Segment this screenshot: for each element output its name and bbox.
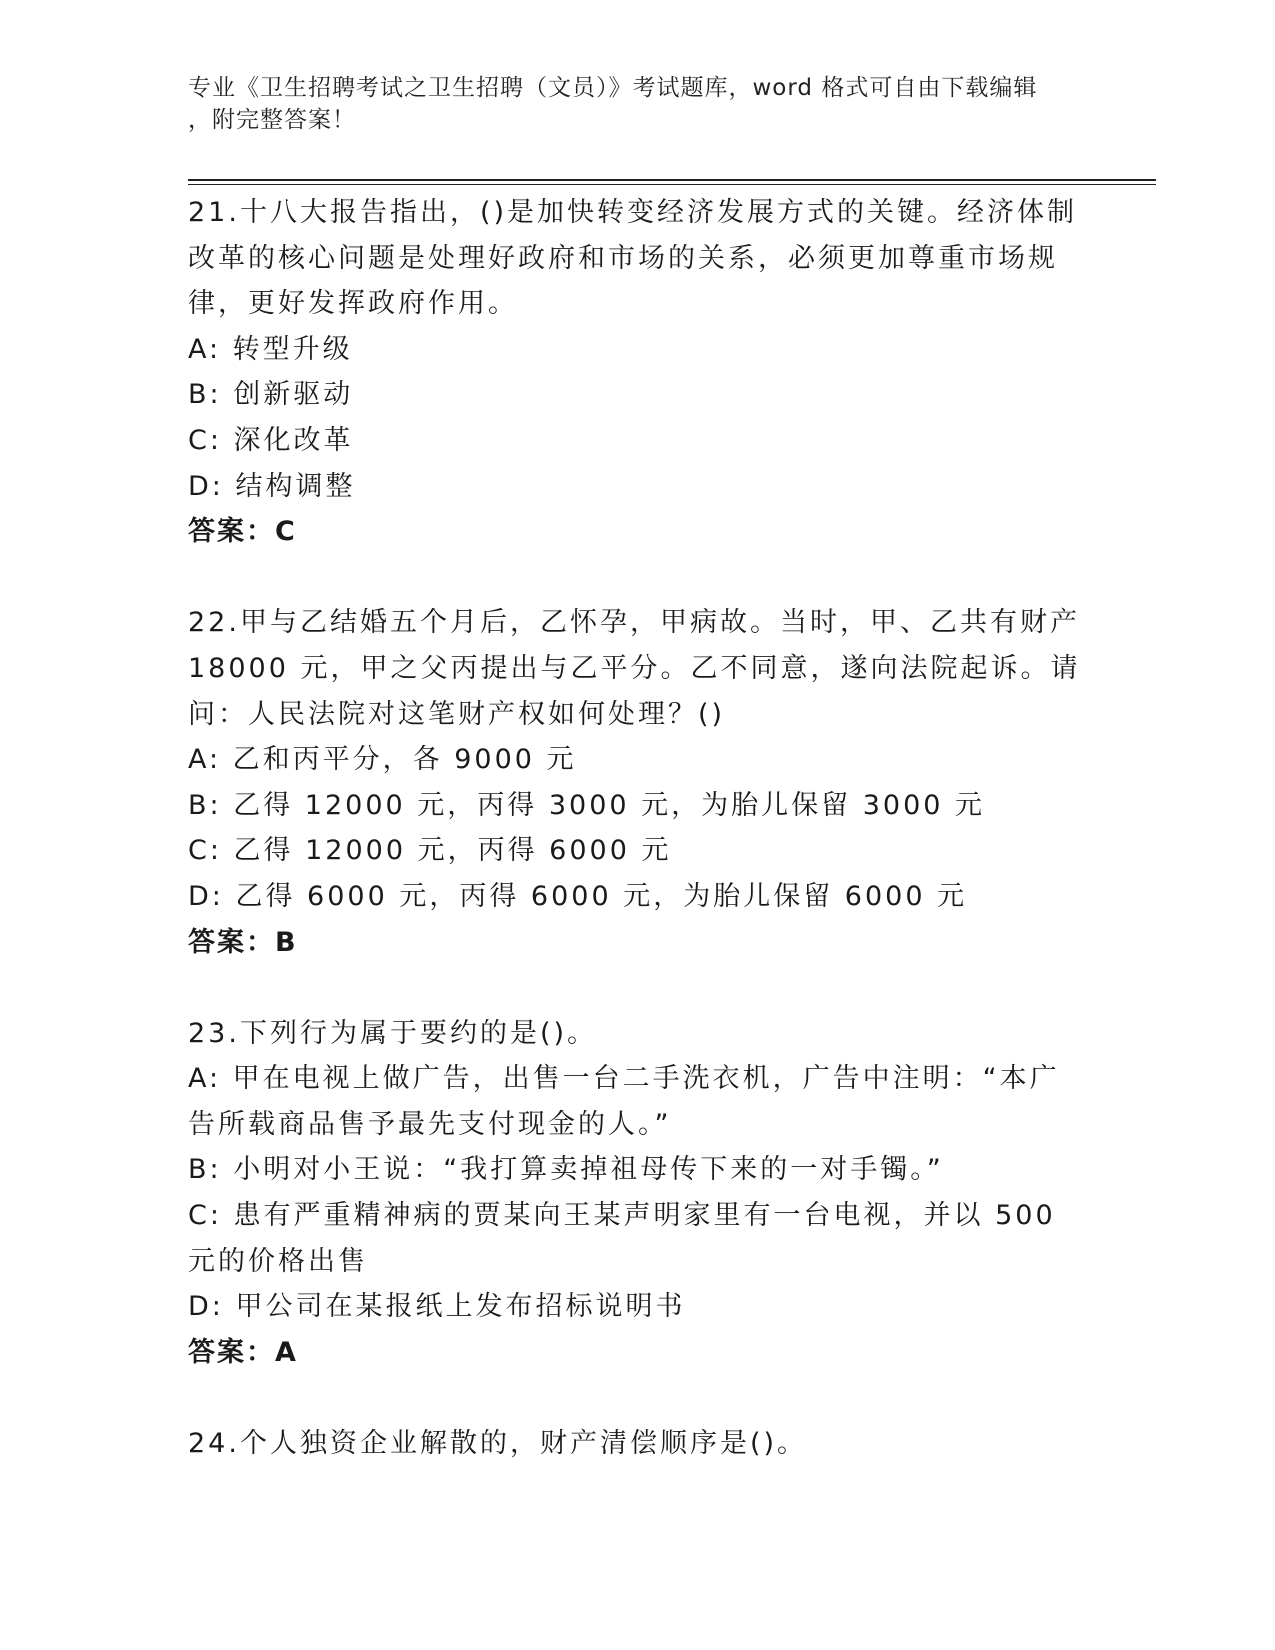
option-d: D: 甲公司在某报纸上发布招标说明书 xyxy=(188,1291,686,1323)
question-stem: 22.甲与乙结婚五个月后，乙怀孕，甲病故。当时，甲、乙共有财产 18000 元，甲之父丙提出与乙平分。乙不同意，遂向法院起诉。请问：人民法院对这笔财产权如何处理？() xyxy=(188,607,1081,730)
option-b: B: 小明对小王说：“我打算卖掉祖母传下来的一对手镯。” xyxy=(188,1154,944,1186)
option-d: D: 乙得 6000 元，丙得 6000 元，为胎儿保留 6000 元 xyxy=(188,880,968,912)
option-c: C: 深化改革 xyxy=(188,424,354,456)
header-divider-thin xyxy=(188,184,1156,185)
option-a: A: 乙和丙平分，各 9000 元 xyxy=(188,744,577,776)
option-c: C: 乙得 12000 元，丙得 6000 元 xyxy=(188,835,672,867)
answer-label: 答案：A xyxy=(188,1336,298,1368)
header-line-1: 专业《卫生招聘考试之卫生招聘（文员）》考试题库，word 格式可自由下载编辑 xyxy=(188,75,1038,101)
question-21 xyxy=(188,190,1088,555)
option-b: B: 创新驱动 xyxy=(188,379,354,411)
header-line-2: ，附完整答案！ xyxy=(188,107,356,133)
option-c: C: 患有严重精神病的贾某向王某声明家里有一台电视，并以 500 元的价格出售 xyxy=(188,1200,1056,1277)
header-divider-thick xyxy=(188,179,1156,181)
question-stem: 24.个人独资企业解散的，财产清偿顺序是()。 xyxy=(188,1428,808,1460)
answer-label: 答案：B xyxy=(188,926,298,958)
question-23 xyxy=(188,1011,1088,1376)
page-header xyxy=(188,72,1078,136)
option-a: A: 甲在电视上做广告，出售一台二手洗衣机，广告中注明：“本广告所载商品售予最先支付现金的人。” xyxy=(188,1063,1060,1140)
option-a: A: 转型升级 xyxy=(188,333,353,365)
question-stem: 21.十八大报告指出，()是加快转变经济发展方式的关键。经济体制改革的核心问题是处理好政府和市场的关系，必须更加尊重市场规律，更好发挥政府作用。 xyxy=(188,197,1078,320)
question-24 xyxy=(188,1421,1088,1467)
question-stem: 23.下列行为属于要约的是()。 xyxy=(188,1017,598,1049)
question-list xyxy=(188,190,1088,1467)
option-b: B: 乙得 12000 元，丙得 3000 元，为胎儿保留 3000 元 xyxy=(188,789,986,821)
option-d: D: 结构调整 xyxy=(188,470,356,502)
answer-label: 答案：C xyxy=(188,516,297,548)
question-22 xyxy=(188,600,1088,965)
